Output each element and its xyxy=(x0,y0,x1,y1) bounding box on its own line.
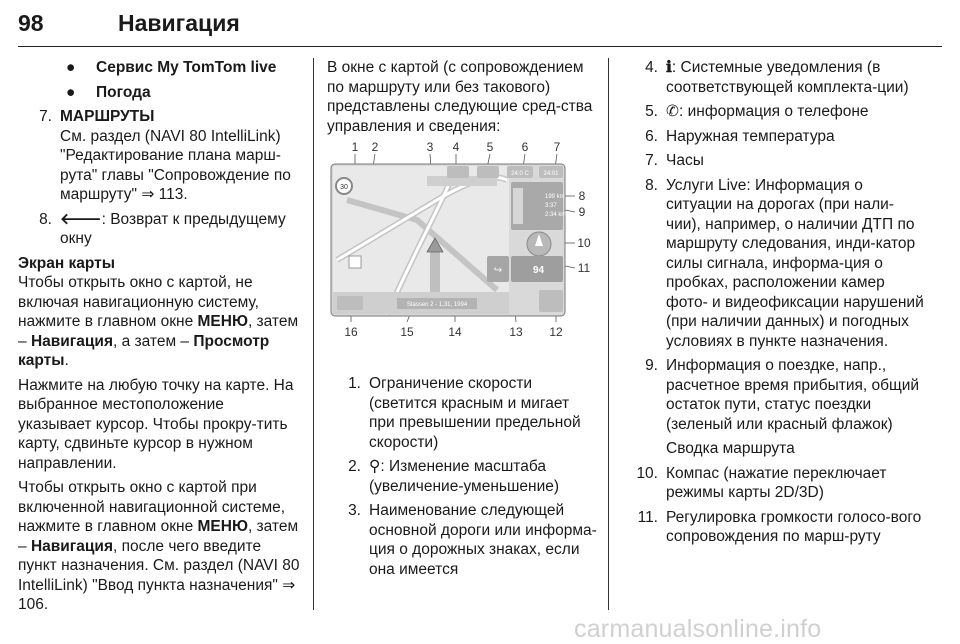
callout-number: 4 xyxy=(452,140,460,154)
section-heading: Экран карты xyxy=(18,254,116,272)
callout-number: 15 xyxy=(400,325,414,339)
list-item: 5. ✆: информация о телефоне xyxy=(645,103,869,120)
list-item-7: 7. МАРШРУТЫ xyxy=(39,108,155,125)
info-icon: ℹ xyxy=(666,59,672,76)
bullet-item: ● Сервис My TomTom live xyxy=(66,59,277,76)
callout-number: 8 xyxy=(578,189,586,203)
page-header xyxy=(18,8,942,47)
map-distance-2: 3:37 xyxy=(545,203,557,209)
map-screen-illustration xyxy=(327,140,593,360)
page-ref-icon: ⇒ xyxy=(282,576,296,594)
back-arrow-icon: 🡐 xyxy=(60,210,102,228)
phone-icon: ✆ xyxy=(666,103,679,120)
list-item: 2. ⚲: Изменение масштаба (увеличение-уменьшение) xyxy=(348,458,560,495)
list-item: 8. Услуги Live: Информация о ситуации на дорогах (при нали-чии), например, о наличии ДТП по маршруту следования, инди-катор силы сигнала, информа-ция о пробках, расположении камер фото- и видеофиксации нарушений (при наличии данных) и погодных условиях в пункте назначения. xyxy=(645,176,924,350)
map-clock: 24:01 xyxy=(543,171,559,177)
list-item-8: 8. 🡐: Возврат к предыдущему окну xyxy=(39,210,286,247)
list-item: 9. Информация о поездке, напр., расчетное время прибытия, общий остаток пути, статус поездки (зеленый или красный флажок) xyxy=(645,357,920,433)
column-1 xyxy=(18,58,300,615)
callout-number: 6 xyxy=(521,140,529,154)
callout-number: 14 xyxy=(448,325,462,339)
list-item-extra: Сводка маршрута xyxy=(666,440,795,457)
map-distance-3: 2:34 km xyxy=(545,212,567,218)
list-item: 7. Часы xyxy=(645,152,704,169)
map-outside-temp: 24:0 C xyxy=(511,171,529,177)
callout-number: 16 xyxy=(344,325,358,339)
paragraph: В окне с картой (с сопровождением по маршруту или без такового) представлены следующие сред-ства управления и сведения: xyxy=(327,59,593,135)
zoom-icon: ⚲ xyxy=(369,458,381,475)
callout-number: 10 xyxy=(577,236,591,250)
page-ref-icon: ⇒ xyxy=(141,186,159,203)
navigation-map-figure xyxy=(327,140,593,360)
list-item: 6. Наружная температура xyxy=(645,127,835,145)
list-item: 4. ℹ: Системные уведомления (в соответствующей комплекта-ции) xyxy=(645,59,909,96)
column-3 xyxy=(624,58,924,547)
map-speed-sign: 30 xyxy=(340,184,348,191)
callout-number: 11 xyxy=(577,261,591,275)
route-arrow-icon: ↪ xyxy=(493,265,503,276)
paragraph: Чтобы открыть окно с картой, не включая навигационную систему, нажмите в главном окне МЕНЮ, затем – Навигация, а затем – Просмотр карты. xyxy=(18,274,299,369)
callout-number: 9 xyxy=(578,205,586,219)
bullet-dot-icon: ● xyxy=(66,59,76,76)
column-2 xyxy=(327,58,597,579)
paragraph: Нажмите на любую точку на карте. На выбранное местоположение указывает курсор. Чтобы прокру-тить карту, сдвиньте курсор в нужном направлении. xyxy=(18,376,294,472)
paragraph: Чтобы открыть окно с картой при включенной навигационной системе, нажмите в главном окне МЕНЮ, затем – Навигация, после чего введите пункт назначения. См. раздел (NAVI 80 IntelliLink) "Ввод пункта назначения" ⇒ 106. xyxy=(18,479,300,613)
callout-number: 7 xyxy=(553,140,561,154)
callout-number: 13 xyxy=(509,325,523,339)
callout-number: 5 xyxy=(486,140,494,154)
callout-number: 12 xyxy=(549,325,563,339)
page-number: 98 xyxy=(18,10,44,36)
map-speed-readout: 94 xyxy=(533,265,545,276)
callout-number: 3 xyxy=(426,140,434,154)
bullet-item: ● Погода xyxy=(66,83,151,101)
list-item-7-text: См. раздел (NAVI 80 IntelliLink) "Редактирование плана марш-рута" главы "Сопровождение по маршруту" ⇒ 113. xyxy=(60,127,291,203)
list-item: 10. Компас (нажатие переключает режимы карты 2D/3D) xyxy=(636,464,887,501)
list-item: 11. Регулировка громкости голосо-вого сопровождения по марш-руту xyxy=(637,508,922,545)
column-divider xyxy=(608,58,609,610)
map-bottom-bar: Stassen 2 - 1,31, 1994 xyxy=(406,302,468,308)
bullet-dot-icon: ● xyxy=(66,83,76,101)
callout-number: 1 xyxy=(351,140,359,154)
list-item: 1. Ограничение скорости (светится красным и мигает при превышении предельной скорости) xyxy=(348,375,581,451)
list-item: 3. Наименование следующей основной дороги или информа-ция о дорожных знаках, если она имеется xyxy=(348,502,597,578)
section-title: Навигация xyxy=(118,10,240,36)
column-divider xyxy=(313,58,314,610)
callout-number: 2 xyxy=(371,140,379,154)
watermark: carmanualsonline.info xyxy=(574,615,822,643)
map-distance-1: 199 km xyxy=(545,194,565,200)
